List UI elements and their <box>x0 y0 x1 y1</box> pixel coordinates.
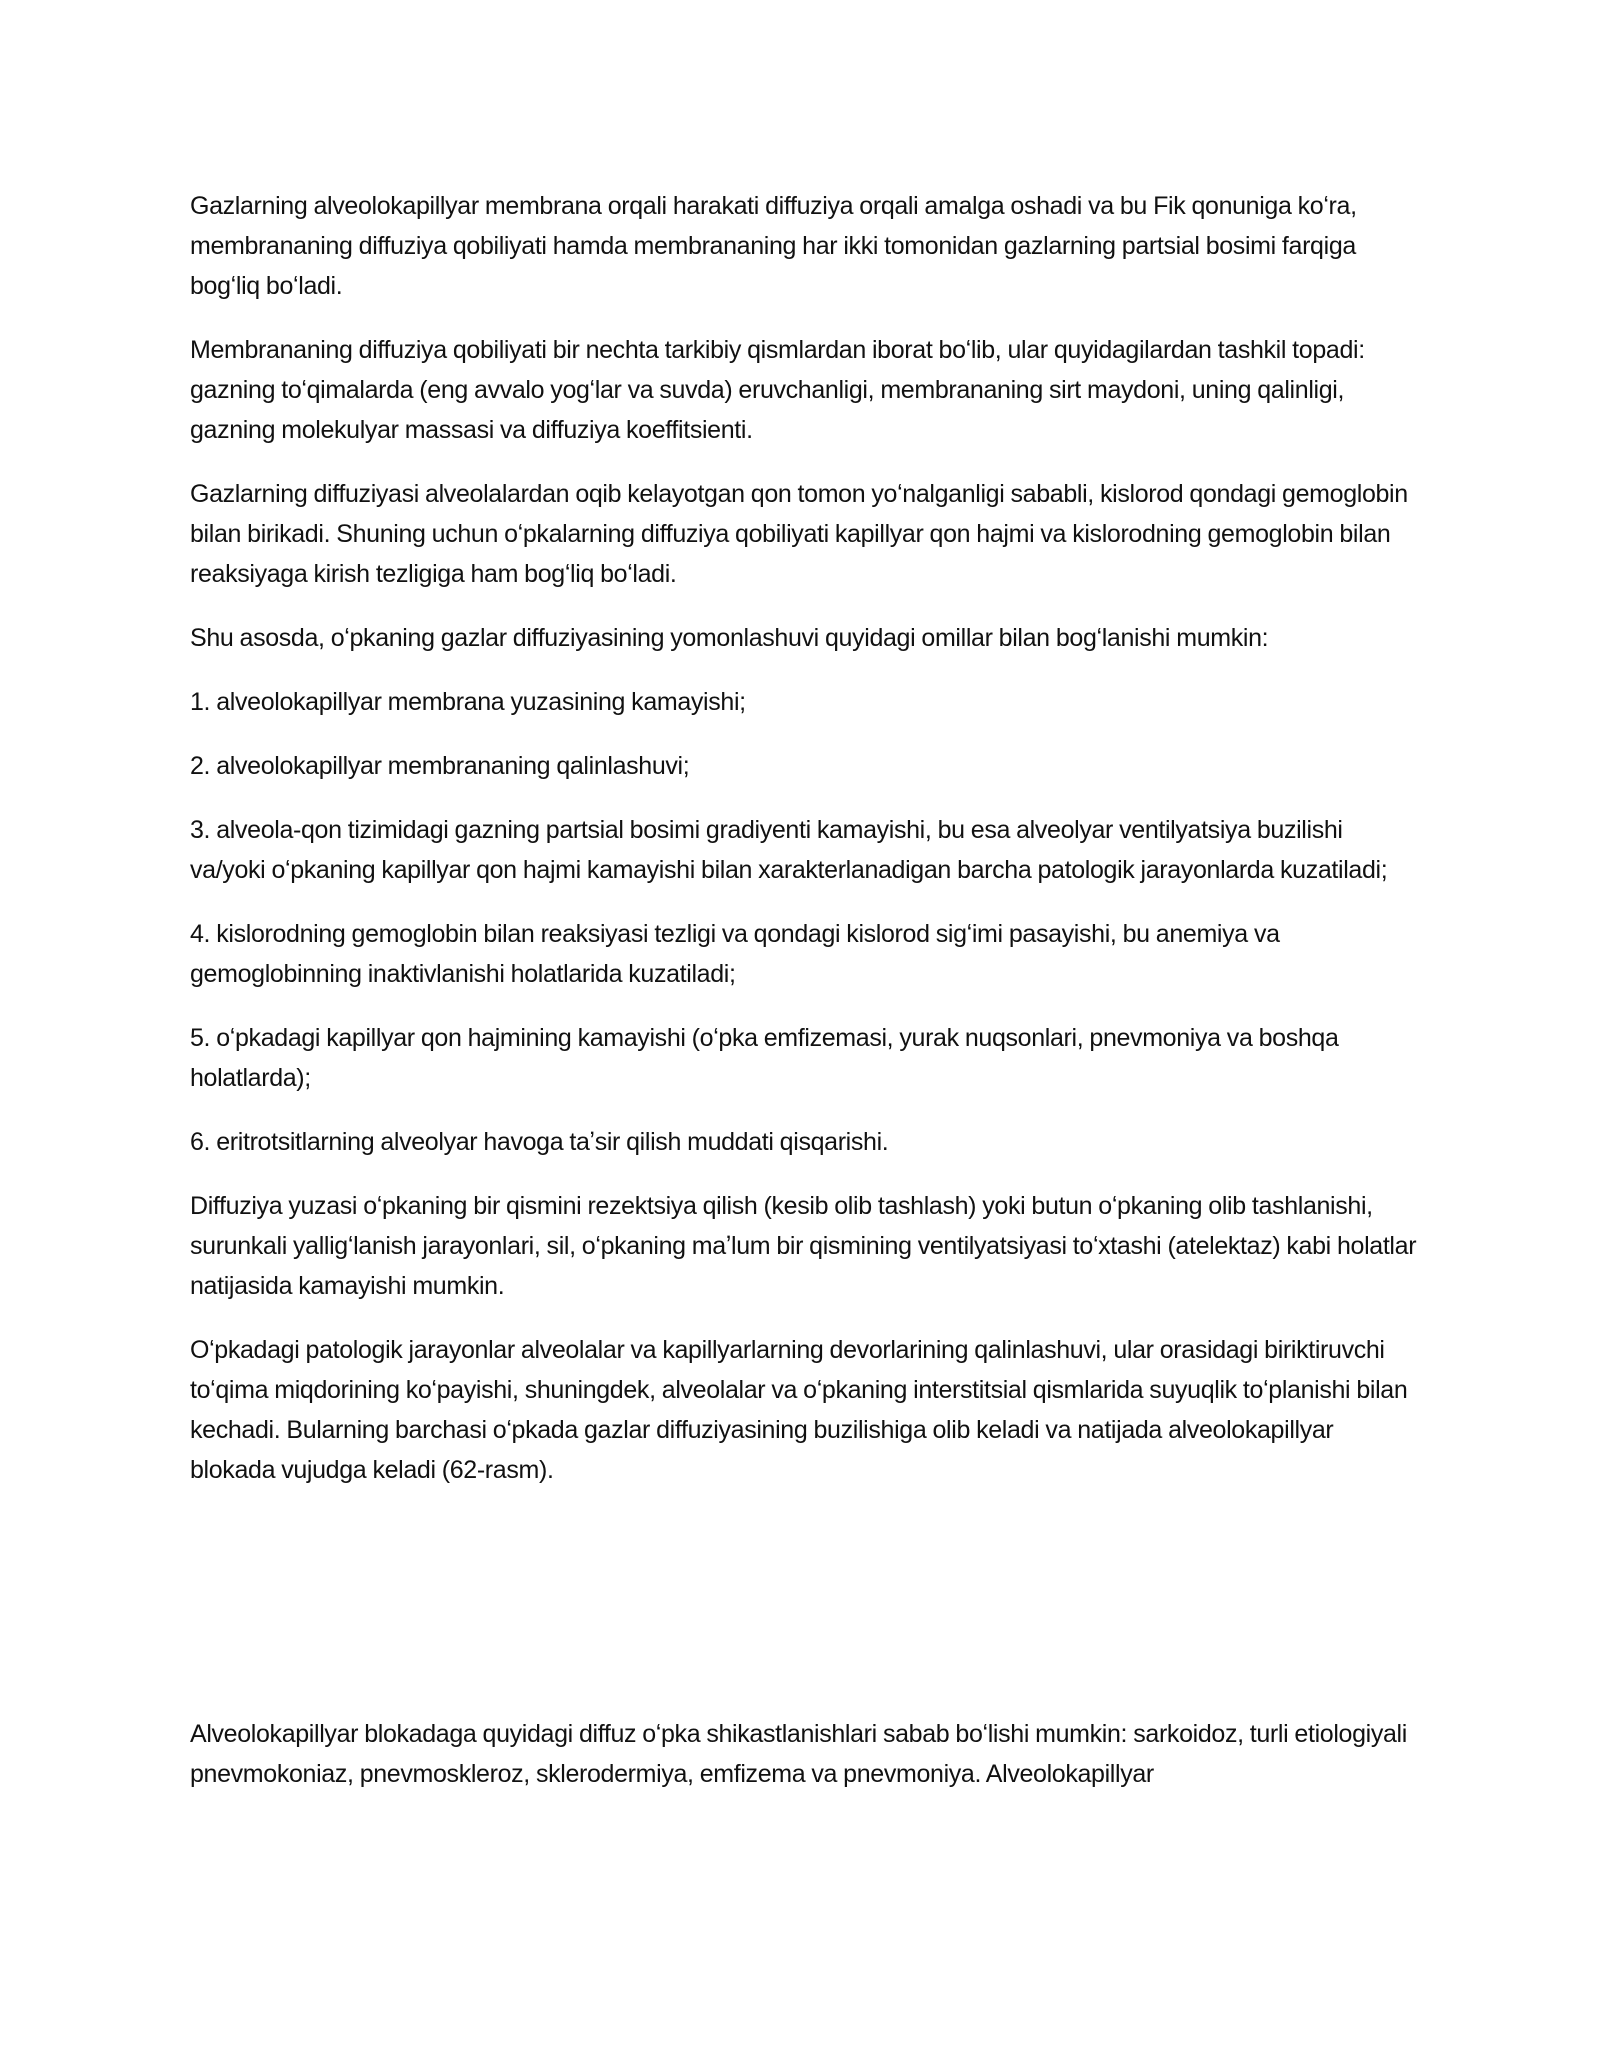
paragraph-pathological-processes: Oʻpkadagi patologik jarayonlar alveolalar va kapillyarlarning devorlarining qalinlashuvi, ular orasidagi biriktiruvchi toʻqima miqdorining koʻpayishi, shuningdek, alveolalar va oʻpkaning interstitsial qismlarida suyuqlik toʻplanishi bilan kechadi. Bularning barchasi oʻpkada gazlar diffuziyasining buzilishiga olib keladi va natijada alveolokapillyar blokada vujudga keladi (62-rasm). <box>190 1336 1408 1484</box>
figure-placeholder-gap <box>190 1514 1420 1714</box>
list-item-1: 1. alveolokapillyar membrana yuzasining kamayishi; <box>190 688 746 716</box>
paragraph-hemoglobin: Gazlarning diffuziyasi alveolalardan oqib kelayotgan qon tomon yoʻnalganligi sababli, kislorod qondagi gemoglobin bilan birikadi. Shuning uchun oʻpkalarning diffuziya qobiliyati kapillyar qon hajmi va kislorodning gemoglobin bilan reaksiyaga kirish tezligiga ham bogʻliq boʻladi. <box>190 480 1408 588</box>
paragraph-diffusion-capacity: Membrananing diffuziya qobiliyati bir nechta tarkibiy qismlardan iborat boʻlib, ular quyidagilardan tashkil topadi: gazning toʻqimalarda (eng avvalo yogʻlar va suvda) eruvchanligi, membrananing sirt maydoni, uning qalinligi, gazning molekulyar massasi va diffuziya koeffitsienti. <box>190 336 1365 444</box>
list-item-2: 2. alveolokapillyar membrananing qalinlashuvi; <box>190 752 690 780</box>
paragraph-diffusion-surface: Diffuziya yuzasi oʻpkaning bir qismini rezektsiya qilish (kesib olib tashlash) yoki butun oʻpkaning olib tashlanishi, surunkali yalligʻlanish jarayonlari, sil, oʻpkaning maʼlum bir qismining ventilyatsiyasi toʻxtashi (atelektaz) kabi holatlar natijasida kamayishi mumkin. <box>190 1192 1417 1300</box>
list-item-4: 4. kislorodning gemoglobin bilan reaksiyasi tezligi va qondagi kislorod sigʻimi pasayishi, bu anemiya va gemoglobinning inaktivlanishi holatlarida kuzatiladi; <box>190 920 1280 988</box>
list-item-6: 6. eritrotsitlarning alveolyar havoga taʼsir qilish muddati qisqarishi. <box>190 1128 889 1156</box>
paragraph-factors-intro: Shu asosda, oʻpkaning gazlar diffuziyasining yomonlashuvi quyidagi omillar bilan bogʻlanishi mumkin: <box>190 624 1269 652</box>
document-body <box>190 186 1420 1818</box>
paragraph-intro: Gazlarning alveolokapillyar membrana orqali harakati diffuziya orqali amalga oshadi va bu Fik qonuniga koʻra, membrananing diffuziya qobiliyati hamda membrananing har ikki tomonidan gazlarning partsial bosimi farqiga bogʻliq boʻladi. <box>190 192 1357 300</box>
list-item-3: 3. alveola-qon tizimidagi gazning partsial bosimi gradiyenti kamayishi, bu esa alveolyar ventilyatsiya buzilishi va/yoki oʻpkaning kapillyar qon hajmi kamayishi bilan xarakterlanadigan barcha patologik jarayonlarda kuzatiladi; <box>190 816 1388 884</box>
list-item-5: 5. oʻpkadagi kapillyar qon hajmining kamayishi (oʻpka emfizemasi, yurak nuqsonlari, pnevmoniya va boshqa holatlarda); <box>190 1024 1339 1092</box>
paragraph-alveolocapillary-block: Alveolokapillyar blokadaga quyidagi diffuz oʻpka shikastlanishlari sabab boʻlishi mumkin: sarkoidoz, turli etiologiyali pnevmokoniaz, pnevmoskleroz, sklerodermiya, emfizema va pnevmoniya. Alveolokapillyar <box>190 1720 1407 1788</box>
